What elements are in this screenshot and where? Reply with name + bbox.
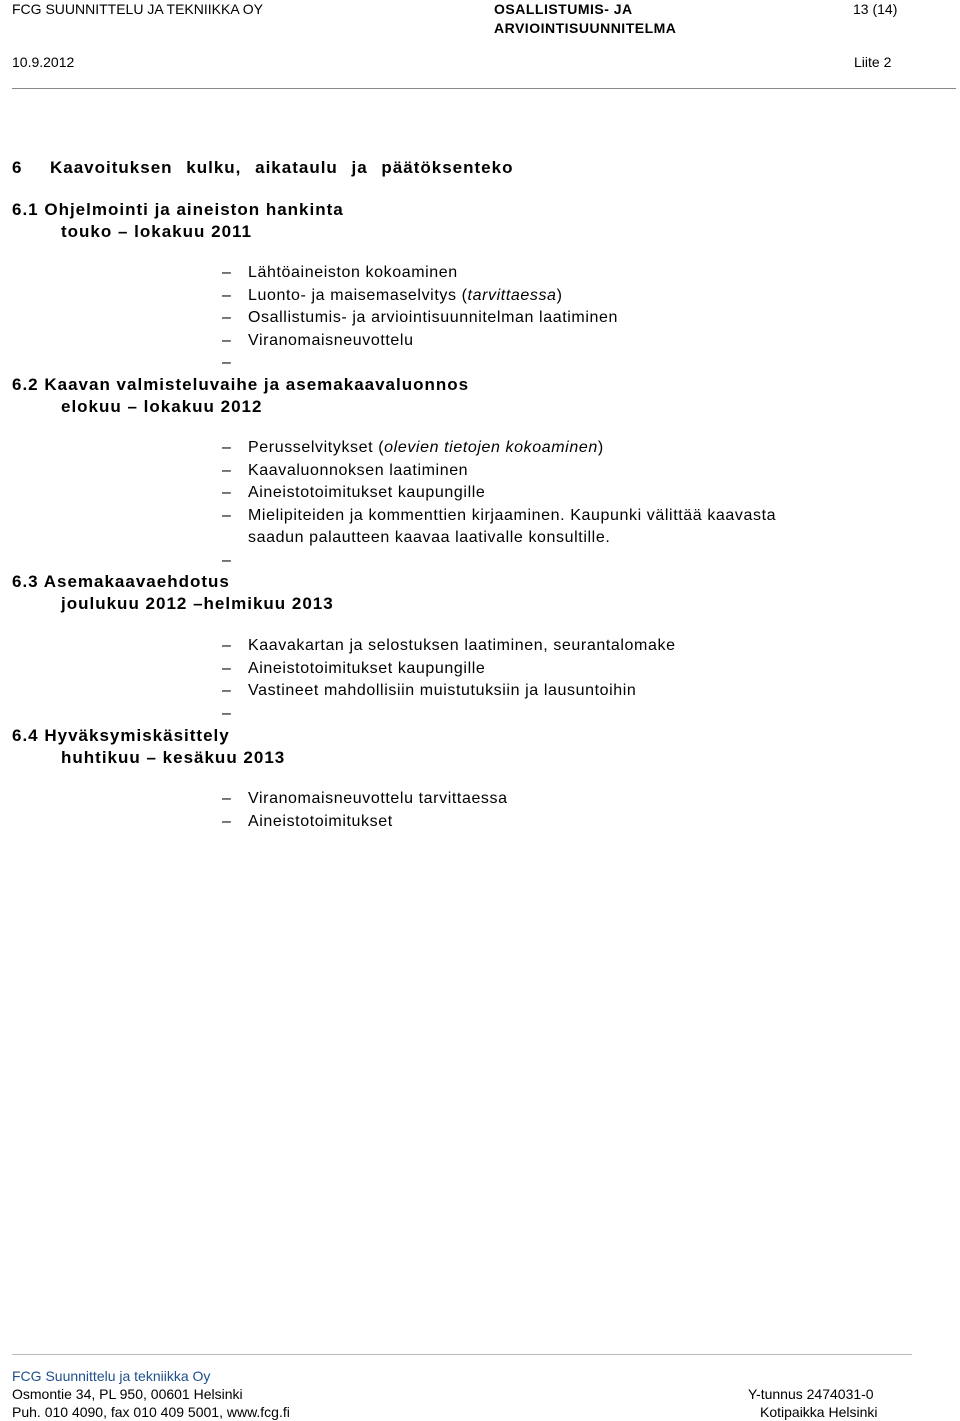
section-period: joulukuu 2012 –helmikuu 2013 bbox=[61, 594, 334, 613]
dash-bullet: – bbox=[222, 309, 232, 326]
task-text-italic: olevien tietojen kokoaminen bbox=[384, 439, 598, 456]
task-text: Perusselvitykset ( bbox=[248, 439, 385, 456]
dash-bullet: – bbox=[222, 506, 232, 524]
section-title: 6.2 Kaavan valmisteluvaihe ja asemakaavaluonnos bbox=[12, 375, 470, 394]
section-title: 6.4 Hyväksymiskäsittely bbox=[12, 726, 230, 745]
task-item bbox=[222, 285, 618, 308]
dash-bullet: – bbox=[222, 461, 232, 479]
task-text: Aineistotoimitukset bbox=[248, 812, 393, 830]
header-doc-title-line1: OSALLISTUMIS- JA bbox=[494, 1, 633, 17]
task-item bbox=[222, 482, 776, 505]
dash-bullet: – bbox=[222, 264, 232, 281]
task-item bbox=[222, 788, 508, 811]
header-doc-title-line2: ARVIOINTISUUNNITELMA bbox=[494, 20, 677, 36]
footer-contact: Puh. 010 4090, fax 010 409 5001, www.fcg.fi bbox=[12, 1404, 290, 1420]
section-period: elokuu – lokakuu 2012 bbox=[61, 397, 263, 416]
task-item bbox=[222, 262, 618, 285]
task-text: Kaavaluonnoksen laatiminen bbox=[248, 461, 469, 479]
section-title: 6.1 Ohjelmointi ja aineiston hankinta bbox=[12, 200, 344, 219]
chapter-heading bbox=[12, 158, 513, 178]
footer-divider bbox=[12, 1354, 912, 1355]
task-text: Osallistumis- ja arviointisuunnitelman laatiminen bbox=[248, 309, 618, 326]
section-6-4-heading bbox=[12, 725, 285, 769]
footer-business-id: Y-tunnus 2474031-0 bbox=[748, 1386, 874, 1402]
task-text: ) bbox=[556, 286, 563, 304]
task-text: Luonto- ja maisemaselvitys ( bbox=[248, 286, 468, 304]
section-6-4-tasks bbox=[222, 788, 508, 833]
task-item bbox=[222, 437, 776, 460]
task-text: Aineistotoimitukset kaupungille bbox=[248, 484, 486, 501]
task-item bbox=[222, 680, 676, 703]
header-date: 10.9.2012 bbox=[12, 54, 75, 70]
header-page-number: 13 (14) bbox=[853, 1, 898, 17]
task-text: Vastineet mahdollisiin muistutuksiin ja lausuntoihin bbox=[248, 682, 637, 699]
dash-bullet: – bbox=[222, 790, 232, 807]
task-text: Viranomaisneuvottelu bbox=[248, 331, 414, 349]
task-item bbox=[222, 811, 508, 834]
header-attachment: Liite 2 bbox=[854, 54, 892, 70]
task-item bbox=[222, 505, 776, 550]
dash-bullet: – bbox=[222, 439, 232, 456]
task-item bbox=[222, 307, 618, 330]
header-doc-title bbox=[494, 0, 676, 38]
dash-bullet: – bbox=[222, 286, 232, 304]
task-text: Aineistotoimitukset kaupungille bbox=[248, 659, 486, 677]
section-period: huhtikuu – kesäkuu 2013 bbox=[61, 748, 286, 767]
dash-bullet: – bbox=[222, 484, 232, 501]
dash-bullet: – bbox=[222, 704, 232, 722]
section-6-2-tasks bbox=[222, 437, 777, 569]
chapter-number: 6 bbox=[12, 158, 23, 177]
task-text-italic: tarvittaessa bbox=[467, 286, 557, 304]
section-6-1-tasks bbox=[222, 262, 618, 371]
task-text: ) bbox=[597, 439, 604, 456]
dash-bullet: – bbox=[222, 354, 232, 371]
section-period: touko – lokakuu 2011 bbox=[61, 222, 253, 241]
dash-bullet: – bbox=[222, 637, 232, 654]
task-text: Mielipiteiden ja kommenttien kirjaaminen. Kaupunki välittää kaavasta bbox=[248, 506, 777, 524]
footer-address: Osmontie 34, PL 950, 00601 Helsinki bbox=[12, 1386, 243, 1402]
dash-bullet: – bbox=[222, 331, 232, 349]
task-text: Kaavakartan ja selostuksen laatiminen, seurantalomake bbox=[248, 637, 676, 654]
task-text: Lähtöaineiston kokoaminen bbox=[248, 264, 458, 281]
section-title: 6.3 Asemakaavaehdotus bbox=[12, 572, 230, 591]
task-item bbox=[222, 658, 676, 681]
chapter-title: Kaavoituksen kulku, aikataulu ja päätöksenteko bbox=[50, 158, 514, 177]
dash-bullet: – bbox=[222, 551, 232, 569]
section-6-2-heading bbox=[12, 374, 469, 418]
section-6-3-heading bbox=[12, 571, 334, 615]
task-item bbox=[222, 635, 676, 658]
dash-bullet: – bbox=[222, 812, 232, 830]
dash-bullet: – bbox=[222, 659, 232, 677]
header-company: FCG SUUNNITTELU JA TEKNIIKKA OY bbox=[12, 1, 264, 17]
task-item bbox=[222, 330, 618, 353]
dash-bullet: – bbox=[222, 682, 232, 699]
section-6-3-tasks bbox=[222, 635, 676, 722]
footer-domicile: Kotipaikka Helsinki bbox=[760, 1404, 878, 1420]
section-6-1-heading bbox=[12, 199, 344, 243]
footer-company: FCG Suunnittelu ja tekniikka Oy bbox=[12, 1368, 211, 1384]
task-text-continued: saadun palautteen kaavaa laativalle konsultille. bbox=[248, 529, 611, 546]
task-text: Viranomaisneuvottelu tarvittaessa bbox=[248, 790, 508, 807]
header-divider bbox=[12, 88, 956, 89]
task-item bbox=[222, 460, 776, 483]
